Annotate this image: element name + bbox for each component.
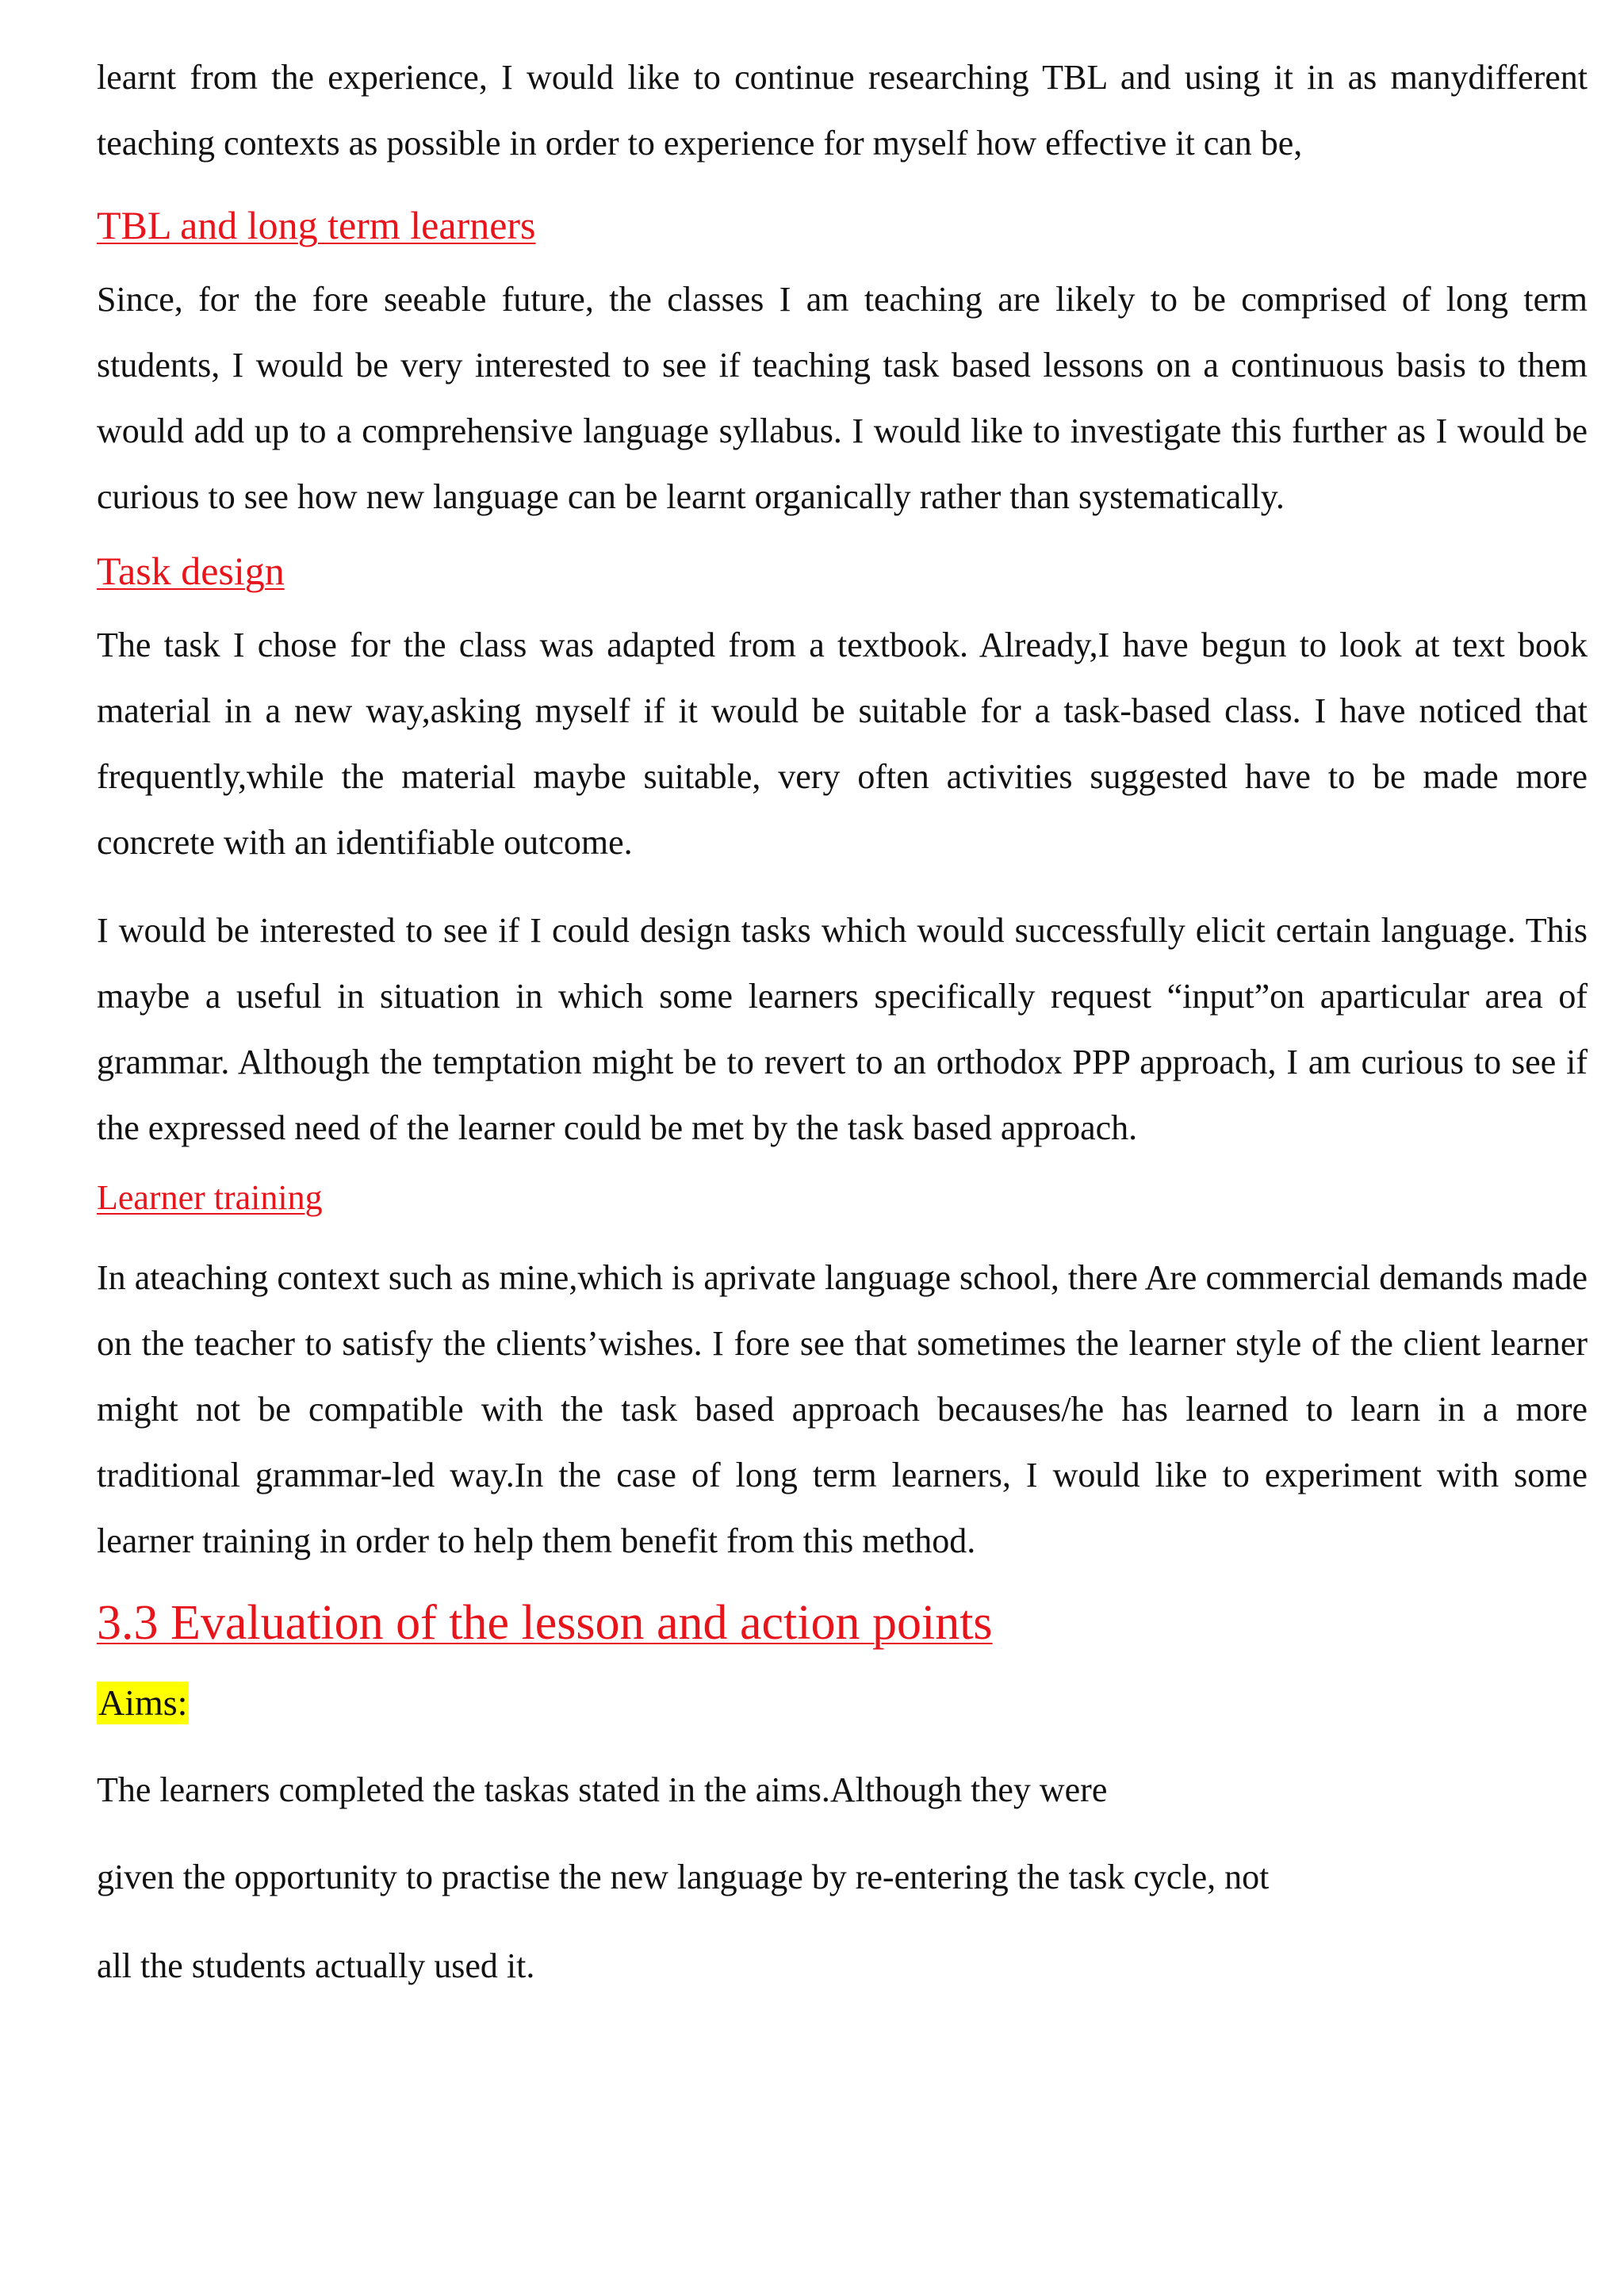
learner-training-paragraph: In ateaching context such as mine,which is aprivate language school, there Are commercial demands made on the teacher to satisfy the clients’wishes. I fore see that sometimes the learner style of the client learner might not be compatible with the task based approach becauses/he has learned to learn in a more traditional grammar-led way.In the case of long term learners, I would like to experiment with some learner training in order to help them benefit from this method. xyxy=(97,1258,1588,1560)
task-design-paragraph-1: The task I chose for the class was adapted from a textbook. Already,I have begun to look at text book material in a new way,asking myself if it would be suitable for a task-based class. I have noticed that frequently,while the material maybe suitable, very often activities suggested have to be made more concrete with an identifiable outcome. xyxy=(97,626,1588,862)
aims-label-row xyxy=(97,1682,1588,1724)
evaluation-line-3: all the students actually used it. xyxy=(97,1946,535,1985)
evaluation-line-2: given the opportunity to practise the new language by re-entering the task cycle, not xyxy=(97,1858,1270,1896)
aims-label: Aims: xyxy=(98,1682,188,1723)
heading-task-design: Task design xyxy=(97,549,285,593)
task-design-paragraph-2: I would be interested to see if I could design tasks which would successfully elicit certain language. This maybe a useful in situation in which some learners specifically request “input”on aparticular area of grammar. Although the temptation might be to revert to an orthodox PPP approach, I am curious to see if the expressed need of the learner could be met by the task based approach. xyxy=(97,911,1588,1147)
document-page xyxy=(97,44,1588,1988)
heading-tbl-long-term-learners: TBL and long term learners xyxy=(97,203,536,247)
intro-paragraph: learnt from the experience, I would like to continue researching TBL and using it in as manydifferent teaching contexts as possible in order to experience for myself how effective it can be, xyxy=(97,58,1588,163)
evaluation-line-1: The learners completed the taskas stated in the aims.Although they were xyxy=(97,1770,1108,1809)
long-term-learners-paragraph: Since, for the fore seeable future, the classes I am teaching are likely to be comprised of long term students, I would be very interested to see if teaching task based lessons on a continuous basis to them would add up to a comprehensive language syllabus. I would like to investigate this further as I would be curious to see how new language can be learnt organically rather than systematically. xyxy=(97,280,1588,516)
heading-learner-training: Learner training xyxy=(97,1178,323,1217)
heading-evaluation: 3.3 Evaluation of the lesson and action points xyxy=(97,1596,993,1650)
